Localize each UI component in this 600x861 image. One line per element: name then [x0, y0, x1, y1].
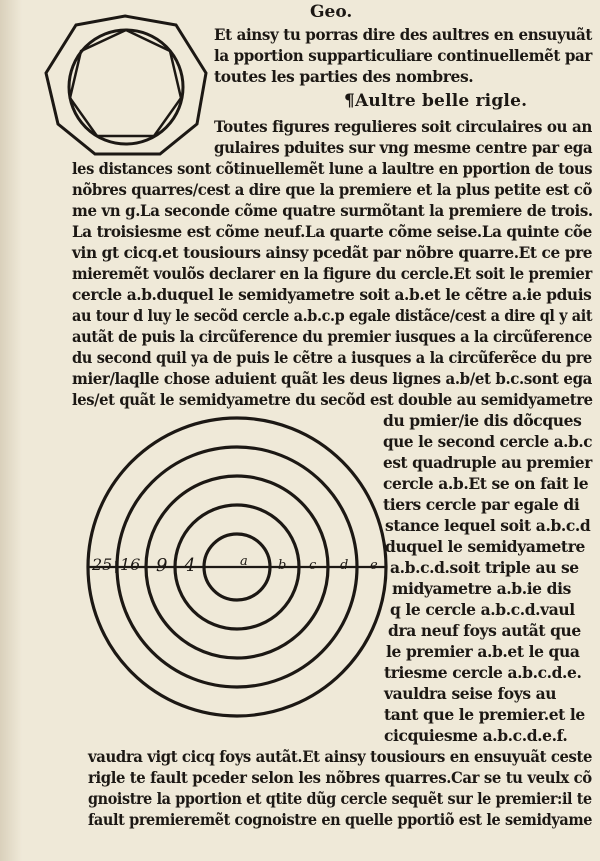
text-line-16: du second quil ya de puis le cẽtre a iusques a la circũferẽce du pre — [72, 348, 592, 367]
text-line-21: est quadruple au premier — [383, 453, 592, 472]
text-line-9: me vn g.La seconde cõme quatre surmõtant la premiere de trois. — [72, 201, 593, 220]
number-4: 4 — [184, 555, 196, 576]
running-head: Geo. — [310, 2, 353, 22]
text-line-20: que le second cercle a.b.c — [383, 432, 593, 451]
text-line-38: fault premieremẽt cognoistre en quelle pportiõ est le semidyame — [88, 810, 593, 829]
inscribed-circle — [69, 30, 183, 144]
figure-labels — [91, 554, 378, 576]
text-line-32: vauldra seise foys au — [384, 684, 557, 703]
text-line-12: mieremẽt voulõs declarer en la figure du cercle.Et soit le premier — [72, 264, 592, 283]
text-line-2: la pportion supparticuliare continuellemẽt par — [214, 46, 592, 65]
text-line-3: toutes les parties des nombres. — [214, 67, 474, 86]
label-b: b — [278, 558, 287, 573]
text-line-36: rigle te fault pceder selon les nõbres quarres.Car se tu veulx cõ — [88, 768, 592, 787]
text-line-18: les/et quãt le semidyametre du secõd est double au semidyametre — [72, 390, 593, 409]
text-line-13: cercle a.b.duquel le semidyametre soit a.b.et le cẽtre a.ie pduis — [72, 285, 592, 304]
text-line-22: cercle a.b.Et se on fait le — [383, 474, 589, 493]
text-line-11: vin gt cicq.et tousiours ainsy pcedãt par nõbre quarre.Et ce pre — [72, 243, 593, 262]
text-line-6: gulaires pduites sur vng mesme centre par ega — [214, 138, 593, 157]
text-line-30: le premier a.b.et le qua — [386, 642, 580, 661]
text-line-25: duquel le semidyametre — [385, 537, 585, 556]
text-line-35: vaudra vigt cicq foys autãt.Et ainsy tousiours en ensuyuãt ceste — [88, 747, 593, 766]
text-line-26: a.b.c.d.soit triple au se — [390, 558, 579, 577]
label-e: e — [370, 558, 378, 573]
text-line-7: les distances sont cõtinuellemẽt lune a laultre en pportion de tous — [72, 159, 593, 178]
text-line-1: Et ainsy tu porras dire des aultres en ensuyuãt — [214, 25, 592, 44]
text-line-29: dra neuf foys autãt que — [388, 621, 581, 640]
number-25: 25 — [92, 555, 113, 574]
text-line-24: stance lequel soit a.b.c.d — [385, 516, 591, 535]
section-heading: ¶Aultre belle rigle. — [344, 91, 528, 111]
text-line-37: gnoistre la pportion et qtite dũg cercle sequẽt sur le premier:il te — [88, 789, 592, 808]
text-line-19: du pmier/ie dis dõcques — [383, 411, 582, 430]
number-9: 9 — [156, 555, 168, 576]
heptagon-circle-figure — [46, 16, 206, 154]
label-c: c — [309, 558, 317, 573]
text-line-28: q le cercle a.b.c.d.vaul — [390, 600, 575, 619]
text-line-33: tant que le premier.et le — [384, 705, 585, 724]
text-line-27: midyametre a.b.ie dis — [392, 579, 571, 598]
text-line-15: autãt de puis la circũference du premier iusques a la circũference — [72, 327, 592, 346]
text-line-5: Toutes figures regulieres soit circulaires ou an — [214, 117, 592, 136]
text-line-10: La troisiesme est cõme neuf.La quarte cõme seise.La quinte cõe — [72, 222, 592, 241]
text-line-17: mier/laqlle chose aduient quãt les deus lignes a.b/et b.c.sont ega — [72, 369, 592, 388]
text-line-23: tiers cercle par egale di — [383, 495, 580, 514]
text-line-8: nõbres quarres/cest a dire que la premiere et la plus petite est cõ — [72, 180, 592, 199]
label-d: d — [340, 558, 349, 573]
text-line-34: cicquiesme a.b.c.d.e.f. — [384, 726, 568, 745]
number-16: 16 — [120, 555, 141, 574]
label-a: a — [240, 554, 248, 569]
text-line-14: au tour d luy le secõd cercle a.b.c.p egale distãce/cest a dire ql y ait — [72, 306, 593, 325]
text-line-31: triesme cercle a.b.c.d.e. — [384, 663, 582, 682]
